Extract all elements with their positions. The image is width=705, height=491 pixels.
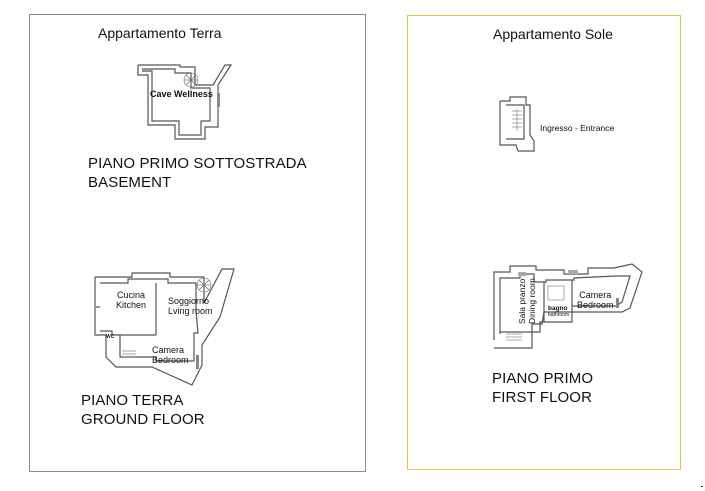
- room-bath-en: bathroom: [548, 312, 570, 318]
- room-bedroom-first: [577, 290, 614, 310]
- room-kitchen-it: Cucina: [117, 290, 146, 300]
- room-dining: [517, 278, 537, 324]
- basement-label-en: BASEMENT: [88, 174, 172, 191]
- room-bedroom-ground: [152, 345, 189, 365]
- basement-floor-plan: [135, 55, 235, 145]
- room-dining-it: Sala pranzo: [517, 278, 527, 324]
- room-wc: WC: [106, 334, 115, 340]
- room-bedroom-first-en: Bedroom: [577, 300, 614, 310]
- entrance-floor-plan: [496, 95, 536, 155]
- room-bath-it: bagno: [548, 305, 568, 312]
- corner-mark: [701, 486, 703, 487]
- ground-floor-label: [81, 391, 205, 429]
- room-living: [168, 296, 213, 316]
- room-dining-en: Dining room: [527, 278, 537, 324]
- ground-floor-label-it: PIANO TERRA: [81, 392, 184, 409]
- panel-title-terra: Appartamento Terra: [98, 25, 222, 41]
- panel-title-sole: Appartamento Sole: [493, 26, 613, 42]
- ground-floor-label-en: GROUND FLOOR: [81, 411, 205, 428]
- room-bedroom-first-it: Camera: [579, 290, 612, 300]
- first-floor-label-en: FIRST FLOOR: [492, 389, 592, 406]
- basement-label-it: PIANO PRIMO SOTTOSTRADA: [88, 155, 307, 172]
- first-floor-label: [492, 369, 593, 407]
- room-bedroom-ground-it: Camera: [152, 345, 185, 355]
- room-bath: [548, 305, 569, 318]
- room-cave-wellness: Cave Wellness: [150, 89, 213, 99]
- room-bedroom-ground-en: Bedroom: [152, 355, 189, 365]
- room-kitchen-en: Kitchen: [116, 300, 147, 310]
- entrance-label: Ingresso - Entrance: [540, 123, 615, 133]
- room-living-en: Lving room: [168, 306, 213, 316]
- room-living-it: Soggiorno: [168, 296, 210, 306]
- first-floor-label-it: PIANO PRIMO: [492, 370, 594, 387]
- ground-floor-plan: [92, 265, 237, 390]
- basement-label: [88, 154, 307, 192]
- room-kitchen: [116, 290, 146, 310]
